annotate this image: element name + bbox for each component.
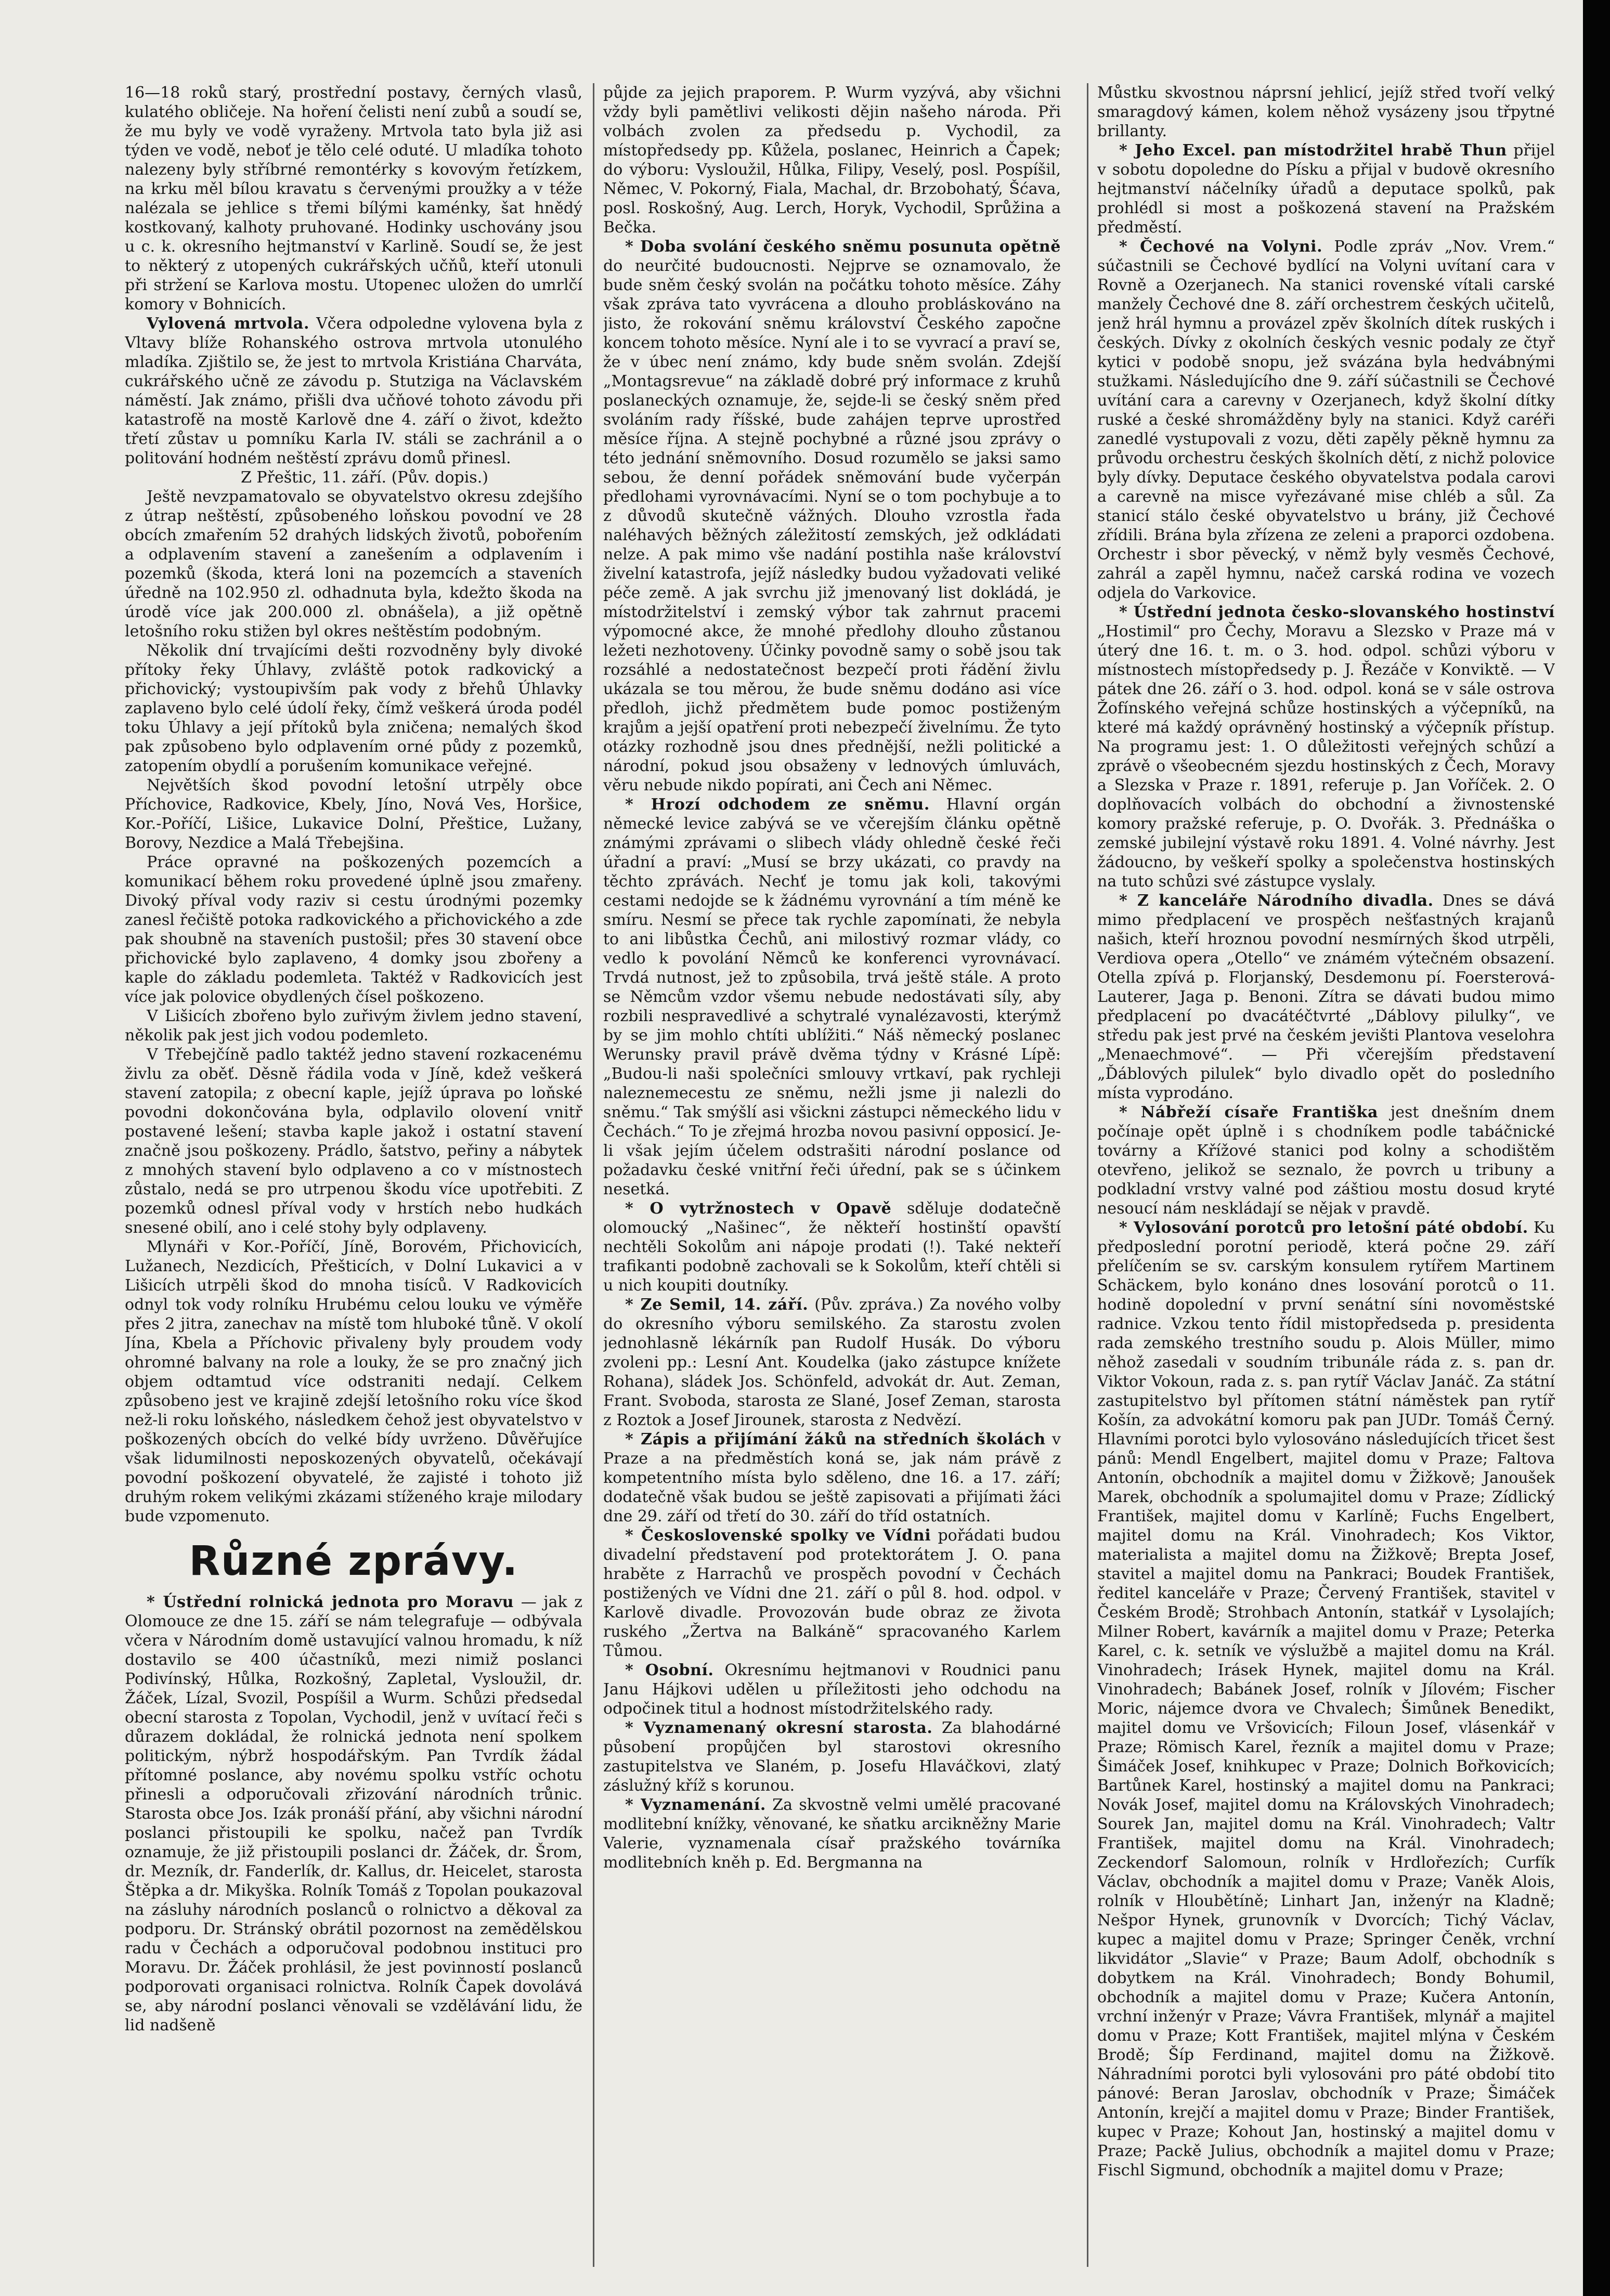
article-text: Podle zpráv „Nov. Vrem.“ súčastnili se Čechové bydlící na Volyni uvítaní cara v Rovně a Ozerjanech. Na stanici rovenské vítali carské manžely Čechové dne 8. září orchestrem českých učitelů, jenž hrál hymnu a provázel zpěv školních dítek ruských i českých. Dívky z okolních českých vesnic podaly ze čtyř kytici v podobě snopu, jež svázána byla hedvábnými stužkami. Následujícího dne 9. září súčastnili se Čechové uvítání cara a carevny v Ozerjanech, když školní dítky ruské a české shromážděny byly na stanici. Když caréři zanedlé vystupovali z vozu, děti zapěly pěkně hymnu za průvodu orchestru českých školních dětí, z nichž polovice byly dívky. Deputace českého obyvatelstva podala carovi a carevně na misce vyřezávané mise chléb a sůl. Za stanicí stálo české obyvatelstvo u brány, již Čechové zřídili. Brána byla zřízena ze zeleni a praporci ozdobena. Orchestr i sbor pěvecký, v němž byly vesměs Čechové, zahrál a zapěl hymnu, načež carská rodina ve vozech odjela do Varkovice. xyxy=(1097,238,1555,602)
article-text: jest dnešním dnem počínaje opět úplně i s chodníkem podle tabáčnické továrny a Křížové stanici pod kolny a schodištěm otevřeno, jelikož se seznalo, že povrch u tribuny a podkladní vrstvy valné pod záštiou mostu dosud kryté nesoucí nám neskládají se nějak v pravdě. xyxy=(1097,1103,1555,1218)
article-paragraph xyxy=(125,641,582,776)
column-2 xyxy=(603,83,1061,2267)
article-paragraph xyxy=(125,776,582,853)
article-text: V Lišicích zbořeno bylo zuřivým živlem jedno stavení, několik pak jest jich vodou podemleto. xyxy=(125,1007,582,1045)
column-3 xyxy=(1097,83,1555,2267)
article-paragraph xyxy=(125,314,582,468)
article-text: Ku předposlední porotní periodě, která počne 29. září přelíčením se sv. carským konsulem rytířem Martinem Schäckem, bylo konáno dnes losování porotců o 11. hodině dopolední v první senátní síni novoměstské radnice. Vzkou tento řídil mistopředseda p. presidenta rada zemského trestního soudu p. Alois Müller, mimo něhož zasedali v soudním tribunále ráda z. s. pan dr. Viktor Vokoun, rada z. s. pan rytíř Václav Janáč. Za státní zastupitelstvo byl přítomen státní náměstek pan rytíř Košín, za advokátní komoru pak pan JUDr. Tomáš Černý. Hlavními porotci bylo vylosováno následujících třicet šest pánů: Mendl Engelbert, majitel domu v Praze; Faltova Antonín, obchodník a majitel domu v Žižkově; Janoušek Marek, obchodník a spolumajitel domu v Praze; Zídlický František, majitel domu v Karlíně; Fuchs Engelbert, majitel domu na Král. Vinohradech; Kos Viktor, materialista a majitel domu na Žižkově; Brepta Josef, stavitel a majitel domu na Pankraci; Boudek František, ředitel kanceláře v Praze; Červený František, stavitel v Českém Brodě; Strohbach Antonín, statkář v Lysolajích; Milner Robert, kavárník a majitel domu v Praze; Peterka Karel, c. k. setník ve výslužbě a majitel domu na Král. Vinohradech; Irásek Hynek, majitel domu na Král. Vinohradech; Babánek Josef, rolník v Jílovém; Fischer Moric, nájemce dvora ve Chvalech; Šimůnek Benedikt, majitel domu ve Vršovicích; Filoun Josef, vlásenkář v Praze; Römisch Karel, řezník a majitel domu v Praze; Šimáček Josef, knihkupec v Praze; Dolnich Bořkovicích; Bartůnek Karel, hostinský a majitel domu na Pankraci; Novák Josef, majitel domu na Královských Vinohradech; Sourek Jan, majitel domu na Král. Vinohradech; Valtr František, majitel domu na Král. Vinohradech; Zeckendorf Salomoun, rolník v Hrdlořezích; Curfík Václav, obchodník a majitel domu v Praze; Vaněk Alois, rolník v Hloubětíně; Linhart Jan, inženýr na Kladně; Nešpor Hynek, grunovník v Dvorcích; Tichý Václav, kupec a majitel domu v Praze; Springer Čeněk, vrchní likvidátor „Slavie“ v Praze; Baum Adolf, obchodník s dobytkem na Král. Vinohradech; Bondy Bohumil, obchodník a majitel domu v Praze; Kučera Antonín, vrchní inženýr v Praze; Vávra František, mlynář a majitel domu v Praze; Kott František, majitel mlýna v Českém Brodě; Šíp Ferdinand, majitel domu na Žižkově. Náhradními porotci byli vylosováni pro páté období tito pánové: Beran Jaroslav, obchodník v Praze; Šimáček Antonín, krejčí a majitel domu v Praze; Binder František, kupec v Praze; Kohout Jan, hostinský a majitel domu v Praze; Packě Julius, obchodník a majitel domu v Praze; Fischl Sigmund, obchodník a majitel domu v Praze; xyxy=(1097,1219,1555,2180)
article-text: 16—18 roků starý, prostřední postavy, černých vlasů, kulatého obličeje. Na hoření čelisti není zubů a soudí se, že mu byly ve vodě vyraženy. Mrtvola tato byla již asi týden ve vodě, neboť je tělo celé oduté. U mladíka tohoto nalezeny byly stříbrné remontérky s kovovým řetízkem, na krku měl bílou kravatu s červenými proužky a v téže nalézala se jehlice s třemi bílými kaménky, šat hnědý kostkovaný, kalhoty pruhované. Hodinky uschovány jsou u c. k. okresního hejtmanství v Karlině. Soudí se, že jest to některý z utopených cukrářských učňů, kteří utonuli při stržení se Karlova mostu. Utopenec uložen do umrlčí komory v Bohnicích. xyxy=(125,84,582,314)
article-text: do neurčité budoucnosti. Nejprve se oznamovalo, že bude sněm český svolán na počátku tohoto měsíce. Záhy však zpráva tato vyvrácena a dlouho probláskováno na jisto, že rokování sněmu království Českého započne koncem tohoto měsíce. Nyní ale i to se vyvrací a praví se, že v úbec není známo, kdy bude sněm svolán. Zdejší „Montagsrevue“ na základě dobré prý informace z kruhů poslaneckých oznamuje, že, sejde-li se český sněm před svoláním rady říšské, bude zahájen teprve uprostřed měsíce října. A stejně pochybné a různé jsou zprávy o této jednání sněmovního. Dosud rozumělo se jaksi samo sebou, že denní pořádek sněmování bude vyčerpán předlohami vyrovnávacími. Nyní se o tom pochybuje a to z důvodů skutečně vážných. Dlouho vzrostla řada naléhavých běžných záležitostí zemských, jež odkládati nelze. A pak mimo vše nadání postihla naše království živelní katastrofa, jejíž následky budou vyžadovati veliké péče země. A jak svrchu již jmenovaný list dokládá, je místodržitelství i zemský výbor tak zahrnut pracemi výpomocné akce, že mnohé předlohy dlouho zůstanou ležeti nezhotoveny. Účinky povodně samy o sobě jsou tak rozsáhlé a nedostatečnost bezpečí proti řádění živlu ukázala se tou měrou, že bude sněmu dodáno asi více předloh, jichž předmětem bude pomoc postiženým krajům a jejší opatření proti nebezpečí živelnímu. Že tyto otázky rozhodně jsou dnes přednější, nežli politické a národní, pokud jsou obsaženy v lednových úmluvách, věru nebude nikdo popírati, ani Čech ani Němec. xyxy=(603,257,1061,794)
article-paragraph xyxy=(1097,1218,1555,2180)
article-text: (Pův. zpráva.) Za nového volby do okresního výboru semilského. Za starostu zvolen jednohlasně lékárník pan Rudolf Husák. Do výboru zvoleni pp.: Lesní Ant. Koudelka (jako zástupce knížete Rohana), sládek Jos. Schönfeld, advokát dr. Aut. Zeman, Frant. Svoboda, starosta ze Slané, Josef Zeman, starosta z Roztok a Josef Jirounek, starosta z Nedvězí. xyxy=(603,1296,1061,1429)
article-paragraph xyxy=(1097,141,1555,237)
column-rule xyxy=(593,83,594,2267)
article-text: Okresnímu hejtmanovi v Roudnici panu Janu Hájkovi udělen u příležitosti jeho odchodu na odpočinek titul a hodnost místodržitelského rady. xyxy=(603,1661,1061,1718)
article-paragraph xyxy=(1097,891,1555,1103)
article-paragraph xyxy=(603,1795,1061,1872)
section-heading: Různé zprávy. xyxy=(189,1538,518,1585)
article-text: Mlynáři v Kor.-Poříčí, Jíně, Borovém, Přichovicích, Lužanech, Nezdicích, Přešticích, v Dolní Lukavici a v Lišicích utrpěli škod do mnoha tisíců. V Radkovicích odnyl tok vody rolníku Hrubému celou louku ve výměře přes 2 jitra, zanechav na místě tom hluboké tůně. V okolí Jína, Kbela a Příchovic přivaleny byly proudem vody ohromné balvany na role a louky, že se pro značný jich objem odtamtud více odstraniti nedají. Celkem způsobeno jest ve krajině zdejší letošního roku více škod než-li roku loňského, následkem čehož jest obyvatelstvo v poškozených obcích do velké bídy uvrženo. Důvěřujíce však lidumilnosti neposkozených obyvatelů, očekávají povodní poškození obyvatelé, že zajisté i tohoto již druhým rokem velikými zkázami stíženého kraje milodary bude vzpomenuto. xyxy=(125,1238,582,1525)
article-text: sděluje dodatečně olomoucký „Našinec“, že někteří hostinští opavští nechtěli Sokolům ani nápoje prodati (!). Také nekteří trafikanti podobně zachovali se k Sokolům, kteří chtěli si u nich koupiti doutníky. xyxy=(603,1199,1061,1295)
article-paragraph xyxy=(125,853,582,1007)
article-paragraph xyxy=(603,1199,1061,1295)
article-paragraph xyxy=(603,795,1061,1199)
article-lead: * Ze Semil, 14. září. xyxy=(625,1296,809,1314)
article-paragraph xyxy=(603,1526,1061,1661)
article-paragraph xyxy=(603,1661,1061,1718)
newspaper-page xyxy=(125,83,1570,2267)
article-paragraph xyxy=(125,1045,582,1237)
article-text: — jak z Olomouce ze dne 15. září se nám telegrafuje — odbývala včera v Národním domě ustavující valnou hromadu, k níž dostavilo se 400 účastníků, mezi nimiž poslanci Podivínský, Hůlka, Rozkošný, Zapletal, Vysloužil, dr. Žáček, Lízal, Svozil, Pospíšil a Wurm. Schůzi předsedal obecní starosta z Topolan, Vychodil, jenž v uvítací řeči s důrazem dokládal, že rolnická jednota není spolkem politickým, nýbrž hospodářským. Pan Tvrdík žádal přítomné poslance, aby novému spolku vstříc ochotu přinesli a odporučovali zřizování národních trůnic. Starosta obce Jos. Izák pronáší přání, aby všichni národní poslanci přistoupili ke spolku, načež pan Tvrdík oznamuje, že již přistoupili poslanci dr. Žáček, dr. Šrom, dr. Mezník, dr. Fanderlík, dr. Kallus, dr. Heicelet, starosta Štěpka a dr. Mikyška. Rolník Tomáš z Topolan poukazoval na zásluhy národních poslanců o rolnictvo a děkoval za podporu. Dr. Stránský obrátil pozornost na zemědělskou radu v Čechách a odporučoval podobnou instituci pro Moravu. Dr. Žáček prohlásil, že jest povinností poslanců podporovati organisaci rolnictva. Rolník Čapek dovolává se, aby národní poslanci věnovali se vzdělávání lidu, že lid nadšeně xyxy=(125,1593,582,2034)
article-text: půjde za jejich praporem. P. Wurm vyzývá, aby všichni vždy byli pamětlivi velikosti dějin našeho národa. Při volbách zvolen za předsedu p. Vychodil, za místopředsedy pp. Kůžela, poslanec, Heinrich a Čapek; do výboru: Vysloužil, Hůlka, Filipy, Veselý, posl. Pospíšil, Němec, V. Pokorný, Fiala, Machal, dr. Brzobohatý, Šćava, posl. Roskošný, Aug. Lerch, Horyk, Vychodil, Sprůžina a Bečka. xyxy=(603,84,1061,237)
article-paragraph xyxy=(603,83,1061,237)
scan-edge xyxy=(1583,0,1610,2296)
article-lead: * Ústřední rolnická jednota pro Moravu xyxy=(147,1593,514,1611)
article-text: v Praze a na předměstích koná se, jak nám právě z kompetentního místa bylo sděleno, dne 16. a 17. září; dodatečně však budou se ještě zapisovati a přijímati žáci dne 29. září od třetí do 30. září do tříd ostatních. xyxy=(603,1430,1061,1525)
article-text: Můstku skvostnou náprsní jehlicí, jejíž střed tvoří velký smaragdový kámen, kolem něhož vysázeny jsou třpytné brillanty. xyxy=(1097,84,1555,140)
article-text: Včera odpoledne vylovena byla z Vltavy blíže Rohanského ostrova mrtvola utonulého mladíka. Zjištilo se, že jest to mrtvola Kristiána Charváta, cukrářského učně ze závodu p. Stutziga na Václavském náměstí. Jak známo, přišli dva učňové tohoto závodu při katastrofě na mostě Karlově dne 4. září o život, kdežto třetí zůstav u pomníku Karla IV. stáli se zachránil a o politování hodném neštěstí zprávu domů přinesl. xyxy=(125,315,582,467)
article-text: V Třebejčíně padlo taktéž jedno stavení rozkacenému živlu za oběť. Děsně řádila voda v Jíně, kdež veškerá stavení zatopila; z obecní kaple, jejíž úprava po loňské povodni dokončována byla, odplavilo olovení vnitř postavené lešení; stavba kaple jakož i ostatní stavení značně jsou poškozeny. Prádlo, šatstvo, peřiny a nábytek z mnohých stavení bylo odplaveno a co v místnostech zůstalo, nedá se pro utrpenou škodu více upotřebiti. Z pozemků odnesl příval vody v hrstích nebo hudkách snesené obilí, ano i celé stohy byly odplaveny. xyxy=(125,1046,582,1237)
article-paragraph xyxy=(1097,603,1555,891)
article-text: Za blahodárné působení propůjčen byl starostovi okresního zastupitelstva ve Slaném, p. Josefu Hlaváčkovi, zlatý záslužný kříž s korunou. xyxy=(603,1719,1061,1795)
article-text: Za skvostně velmi umělé pracované modlitební knížky, věnované, ke sňatku arcikněžny Marie Valerie, vyznamenala císař pražského továrníka modlitebních kněh p. Ed. Bergmanna na xyxy=(603,1796,1061,1872)
article-paragraph xyxy=(1097,1103,1555,1218)
article-text: „Hostimil“ pro Čechy, Moravu a Slezsko v Praze má v úterý dne 16. t. m. o 3. hod. odpol. schůzi výboru v místnostech místopředsedy p. J. Řezáče v Konviktě. — V pátek dne 26. září o 3. hod. odpol. koná se v sále ostrova Žofínského veřejná schůze hostinských a výčepníků, na které má každý oprávněný hostinský a výčepník přístup. Na programu jest: 1. O důležitosti veřejných schůzí a zprávě o všeobecném sjezdu hostinských z Čech, Moravy a Slezska v Praze r. 1891, referuje p. Jan Voříček. 2. O doplňovacích volbách do obchodní a živnostenské komory pražské referuje, p. O. Dvořák. 3. Přednáška o zemské jubilejní výstavě roku 1891. 4. Volné návrhy. Jest žádoucno, by veškeří spolky a společenstva hostinských na tuto schůzi své zástupce vyslaly. xyxy=(1097,622,1555,891)
article-lead: * Čechové na Volyni. xyxy=(1119,238,1323,256)
article-text: Ještě nevzpamatovalo se obyvatelstvo okresu zdejšího z útrap neštěstí, způsobeného loňskou povodní ve 28 obcích zmařením 52 drahých lidských životů, pobořením a odplavením stavení a zanešením a odplavením i pozemků (škoda, která loni na pozemcích a staveních úředně na 102.950 zl. odhadnuta byla, kdežto škoda na úrodě více jak 200.000 zl. obnášela), a již opětně letošního roku stižen byl okres neštěstím podobným. xyxy=(125,488,582,641)
article-lead: * Vyznamenání. xyxy=(625,1796,766,1814)
article-text: Dnes se dává mimo předplacení ve prospěch nešťastných krajanů našich, kteří hroznou povodní nesmírných škod utrpěli, Verdiova opera „Otello“ ve známém výtečném obsazení. Otella zpívá p. Florjanský, Desdemonu pí. Foersterová-Lauterer, Jaga p. Benoni. Zítra se dávati budou mimo předplacení po dvacátéčtvrté „Dáblovy pilulky“, ve středu pak jest prvé na českém jevišti Plantova veselohra „Menaechmové“. — Při včerejším představení „Ďáblových pilulek“ bylo divadlo opět do posledního místa vyprodáno. xyxy=(1097,892,1555,1102)
article-lead: * Z kanceláře Národního divadla. xyxy=(1119,892,1434,910)
article-paragraph xyxy=(1097,83,1555,141)
article-paragraph xyxy=(603,1295,1061,1430)
article-text: Hlavní orgán německé levice zabývá se ve včerejším článku opětně známými zprávami o slibech vlády ohledně české řeči úřadní a praví: „Musí se brzy ukázati, co pravdy na těchto zprávách. Nechť je tomu jak koli, takovými cestami nedojde se k žádnému vyrovnání a tím méně ke smíru. Nesmí se přece tak rychle zapomínati, že nebyla to ani libůstka Čechů, ani milostivý rozmar vlády, co vedlo k povolání Němců ke konferenci vyrovnávací. Trvdá nutnost, jež to způsobila, trvá ještě stále. A proto se Němcům vzdor všemu nebude nedostávati síly, aby rozbili nespravedlivé a schytralé vynalézavosti, kterýmž by se jim mohlo chtíti ublížiti.“ Náš německý poslanec Werunsky pravil právě dvěma týdny v Krásné Lípě: „Budou-li naši společníci smlouvy vrtkaví, pak rychleji naleznemecestu ze sněmu, nežli jsme ji nalezli do sněmu.“ Tak smýšlí asi všickni zástupci německého lidu v Čechách.“ To je zřejmá hrozba novou pasivní opposicí. Je-li však jejím účelem odstrašiti národní poslance od požadavku české vnitřní řeči úřední, pak se s účinkem nesetká. xyxy=(603,795,1061,1198)
article-paragraph xyxy=(1097,237,1555,603)
column-1 xyxy=(125,83,582,2267)
article-paragraph xyxy=(125,487,582,641)
article-lead: * Hrozí odchodem ze sněmu. xyxy=(625,795,930,814)
article-lead: * Doba svolání českého sněmu posunuta opětně xyxy=(625,238,1061,256)
article-text: pořádati budou divadelní představení pod protektorátem J. O. pana hraběte z Harrachů ve prospěch povodní v Čechách postižených ve Vídni dne 21. září o půl 8. hod. odpol. v Karlově divadle. Provozován bude obraz ze života ruského „Žertva na Balkáně“ spracovaného Karlem Tůmou. xyxy=(603,1527,1061,1660)
article-paragraph xyxy=(125,1237,582,1526)
article-text: Práce opravné na poškozených pozemcích a komunikací během roku provedené úplně jsou zmařeny. Divoký příval vody raziv si cestu úrodnými pozemky zanesl řečiště potoka radkovického a přichovického a zde pak shoubně na staveních pustošil; přes 30 stavení obce přichovické bylo zaplaveno, 4 domky jsou zbořeny a kaple do základu podemleta. Taktéž v Radkovicích jest více jak polovice obydlených čísel poškozeno. xyxy=(125,853,582,1006)
article-lead: * Československé spolky ve Vídni xyxy=(625,1527,931,1545)
article-paragraph xyxy=(603,1430,1061,1526)
article-paragraph xyxy=(125,83,582,314)
article-paragraph xyxy=(125,1007,582,1045)
dateline: Z Přeštic, 11. září. (Pův. dopis.) xyxy=(241,468,488,487)
article-paragraph xyxy=(603,237,1061,795)
article-lead: * O vytržnostech v Opavě xyxy=(625,1199,892,1218)
article-paragraph xyxy=(603,1718,1061,1795)
article-lead: * Ústřední jednota česko-slovanského hostinství xyxy=(1119,603,1555,621)
article-lead: * Nábřeží císaře Františka xyxy=(1119,1103,1378,1121)
article-lead: * Vylosování porotců pro letošní páté období. xyxy=(1119,1219,1528,1237)
article-lead: Vylovená mrtvola. xyxy=(147,315,309,333)
article-text: Několik dní trvajícími dešti rozvodněny byly divoké přítoky řeky Úhlavy, zvláště potok radkovický a přichovický; vystoupivším pak vody z břehů Úhlavky zaplaveno bylo celé údolí řeky, čímž veškerá úroda podél toku Úhlavy a její přítoků byla zničena; nemalých škod pak způsobeno bylo odplavením orné půdy z pozemků, zatopením obydlí a porušením komunikace veřejné. xyxy=(125,642,582,775)
article-lead: * Vyznamenaný okresní starosta. xyxy=(625,1719,933,1737)
article-lead: * Zápis a přijímání žáků na středních školách xyxy=(625,1430,1046,1449)
article-lead: * Osobní. xyxy=(625,1661,714,1679)
article-text: Největších škod povodní letošní utrpěly obce Příchovice, Radkovice, Kbely, Jíno, Nová Ves, Horšice, Kor.-Poříčí, Lišice, Lukavice Dolní, Přeštice, Lužany, Borovy, Nezdice a Malá Třebejšina. xyxy=(125,776,582,852)
article-lead: * Jeho Excel. pan místodržitel hrabě Thun xyxy=(1119,141,1507,160)
column-rule xyxy=(1087,83,1088,2267)
article-text: přijel v sobotu dopoledne do Písku a přijal v budově okresního hejtmanství náčelníky úřadů a deputace spolků, pak prohlédl si most a poškozená stavení na Pražském předměstí. xyxy=(1097,141,1555,237)
article-paragraph xyxy=(125,1593,582,2035)
